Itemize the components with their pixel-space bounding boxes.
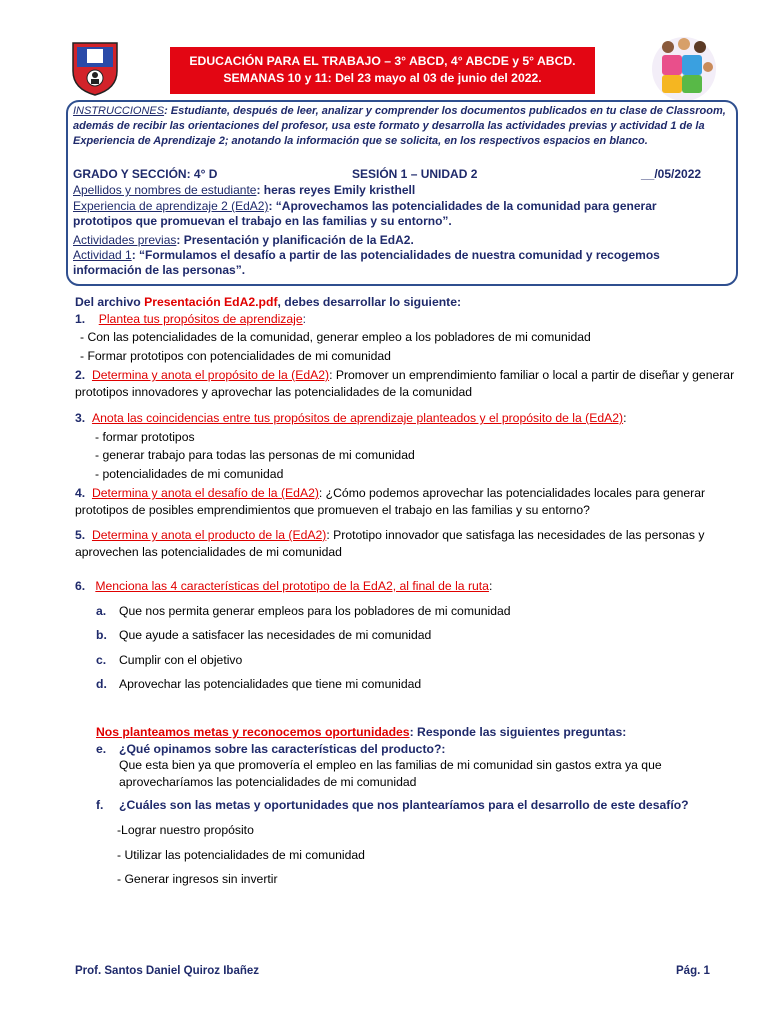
q4-answer: : ¿Cómo podemos aprovechar las potencialidades locales para generar prototipos de posibles emprendimientos que promueven el trabajo en las familias y su entorno? <box>75 486 706 517</box>
q4-num: 4. <box>75 486 86 500</box>
q6-item-c: Cumplir con el objetivo <box>119 653 243 667</box>
apellidos-label: Apellidos y nombres de estudiante <box>73 183 257 197</box>
intro-pre: Del archivo <box>75 295 145 309</box>
q6-letter-c: c. <box>96 653 107 667</box>
experiencia-row <box>73 199 713 229</box>
f-answer-2: - Utilizar las potencialidades de mi comunidad <box>117 848 365 862</box>
q6-item-d: Aprovechar las potencialidades que tiene mi comunidad <box>119 677 422 691</box>
q3-answer-1: - formar prototipos <box>95 430 195 444</box>
q2-num: 2. <box>75 368 86 382</box>
intro-post: , debes desarrollar lo siguiente: <box>277 295 462 309</box>
q6-letter-d: d. <box>96 677 107 691</box>
q3-label: Anota las coincidencias entre tus propósitos de aprendizaje planteados y el propósito de la (EdA2) <box>91 411 624 425</box>
q6-letter-a: a. <box>96 604 107 618</box>
footer-author: Prof. Santos Daniel Quiroz Ibañez <box>75 965 260 977</box>
e-answer: Que esta bien ya que promovería el empleo en las familias de mi comunidad sin gastos extra ya que aprovecharíamos las potencialidades de mi comunidad <box>119 758 662 789</box>
q6-num: 6. <box>75 579 86 593</box>
previas-label: Actividades previas <box>73 233 177 247</box>
school-crest-icon <box>71 41 119 97</box>
metas-label: Nos planteamos metas y reconocemos oportunidades <box>96 725 410 739</box>
title-banner <box>170 47 595 94</box>
q1-colon: : <box>302 312 307 326</box>
f-letter: f. <box>96 798 104 812</box>
e-letter: e. <box>96 742 107 756</box>
metas-heading <box>96 724 626 741</box>
q6-colon: : <box>488 579 493 593</box>
experiencia-label: Experiencia de aprendizaje 2 (EdA2) <box>73 199 269 213</box>
instructions-text: : Estudiante, después de leer, analizar y comprender los documentos publicados en tu clase de Classroom, además de recibir las orientaciones del profesor, usa este formato y desarrolla las actividades previas y actividad 1 de la Experiencia de Aprendizaje 2; anotando la información que se solicita, en los respectivos espacios en blanco. <box>73 105 726 147</box>
actividad-row <box>73 248 713 278</box>
q6-item-a: Que nos permita generar empleos para los pobladores de mi comunidad <box>119 604 511 618</box>
previas-row <box>73 233 733 248</box>
actividad-label: Actividad 1 <box>73 248 132 262</box>
q1-label: Plantea tus propósitos de aprendizaje <box>98 312 303 326</box>
q1-heading <box>75 311 306 328</box>
fecha: __/05/2022 <box>641 167 702 181</box>
q2-block <box>75 367 743 401</box>
sesion-unidad: SESIÓN 1 – UNIDAD 2 <box>352 167 478 181</box>
metas-post: : Responde las siguientes preguntas: <box>409 725 627 739</box>
previas-value: : Presentación y planificación de la EdA2. <box>176 233 414 247</box>
q4-block <box>75 485 743 519</box>
q5-answer: : Prototipo innovador que satisfaga las necesidades de las personas y aprovechen las potencialidades de mi comunidad <box>75 528 705 559</box>
apellidos-row <box>73 183 733 198</box>
instructions-label: INSTRUCCIONES <box>73 105 165 117</box>
q6-letter-b: b. <box>96 628 107 642</box>
title-line-2: SEMANAS 10 y 11: Del 23 mayo al 03 de junio del 2022. <box>223 71 542 85</box>
q3-heading <box>75 410 627 427</box>
q6-label: Menciona las 4 características del prototipo de la EdA2, al final de la ruta <box>95 579 489 593</box>
q3-num: 3. <box>75 411 86 425</box>
footer-page: Pág. 1 <box>676 965 710 977</box>
f-answer-1: -Lograr nuestro propósito <box>117 823 254 837</box>
actividad-value: : “Formulamos el desafío a partir de las potencialidades de nuestra comunidad y recogemos información de las personas”. <box>73 248 660 277</box>
q5-block <box>75 527 743 561</box>
q2-label: Determina y anota el propósito de la (EdA2) <box>91 368 330 382</box>
q1-num: 1. <box>75 312 86 326</box>
instructions <box>73 104 733 149</box>
q6-heading <box>75 578 492 595</box>
q4-label: Determina y anota el desafío de la (EdA2) <box>91 486 319 500</box>
f-answer-3: - Generar ingresos sin invertir <box>117 872 278 886</box>
q2-answer: : Promover un emprendimiento familiar o local a partir de diseñar y generar prototipos innovadores y aprovechar las potencialidades de la comunidad <box>75 368 735 399</box>
q5-num: 5. <box>75 528 86 542</box>
e-question: ¿Qué opinamos sobre las características del producto?: <box>119 742 446 756</box>
q3-colon: : <box>623 411 627 425</box>
q1-answer-2: - Formar prototipos con potencialidades de mi comunidad <box>80 349 391 363</box>
q3-answer-2: - generar trabajo para todas las personas de mi comunidad <box>95 448 415 462</box>
experiencia-value: : “Aprovechamos las potencialidades de la comunidad para generar prototipos que promuevan el trabajo en las familias y su entorno”. <box>73 199 657 228</box>
grado-seccion: GRADO Y SECCIÓN: 4° D <box>73 167 218 181</box>
q1-answer-1: - Con las potencialidades de la comunidad, generar empleo a los pobladores de mi comunidad <box>80 330 591 344</box>
q3-answer-3: - potencialidades de mi comunidad <box>95 467 284 481</box>
f-question: ¿Cuáles son las metas y oportunidades que nos plantearíamos para el desarrollo de este desafío? <box>119 798 689 812</box>
apellidos-value: : heras reyes Emily kristhell <box>256 183 416 197</box>
intro-line <box>75 294 461 311</box>
children-puzzle-icon <box>648 33 720 105</box>
title-line-1: EDUCACIÓN PARA EL TRABAJO – 3° ABCD, 4° ABCDE y 5° ABCD. <box>189 54 576 68</box>
intro-file: Presentación EdA2.pdf <box>144 295 278 309</box>
q5-label: Determina y anota el producto de la (EdA2) <box>91 528 327 542</box>
q6-item-b: Que ayude a satisfacer las necesidades de mi comunidad <box>119 628 432 642</box>
